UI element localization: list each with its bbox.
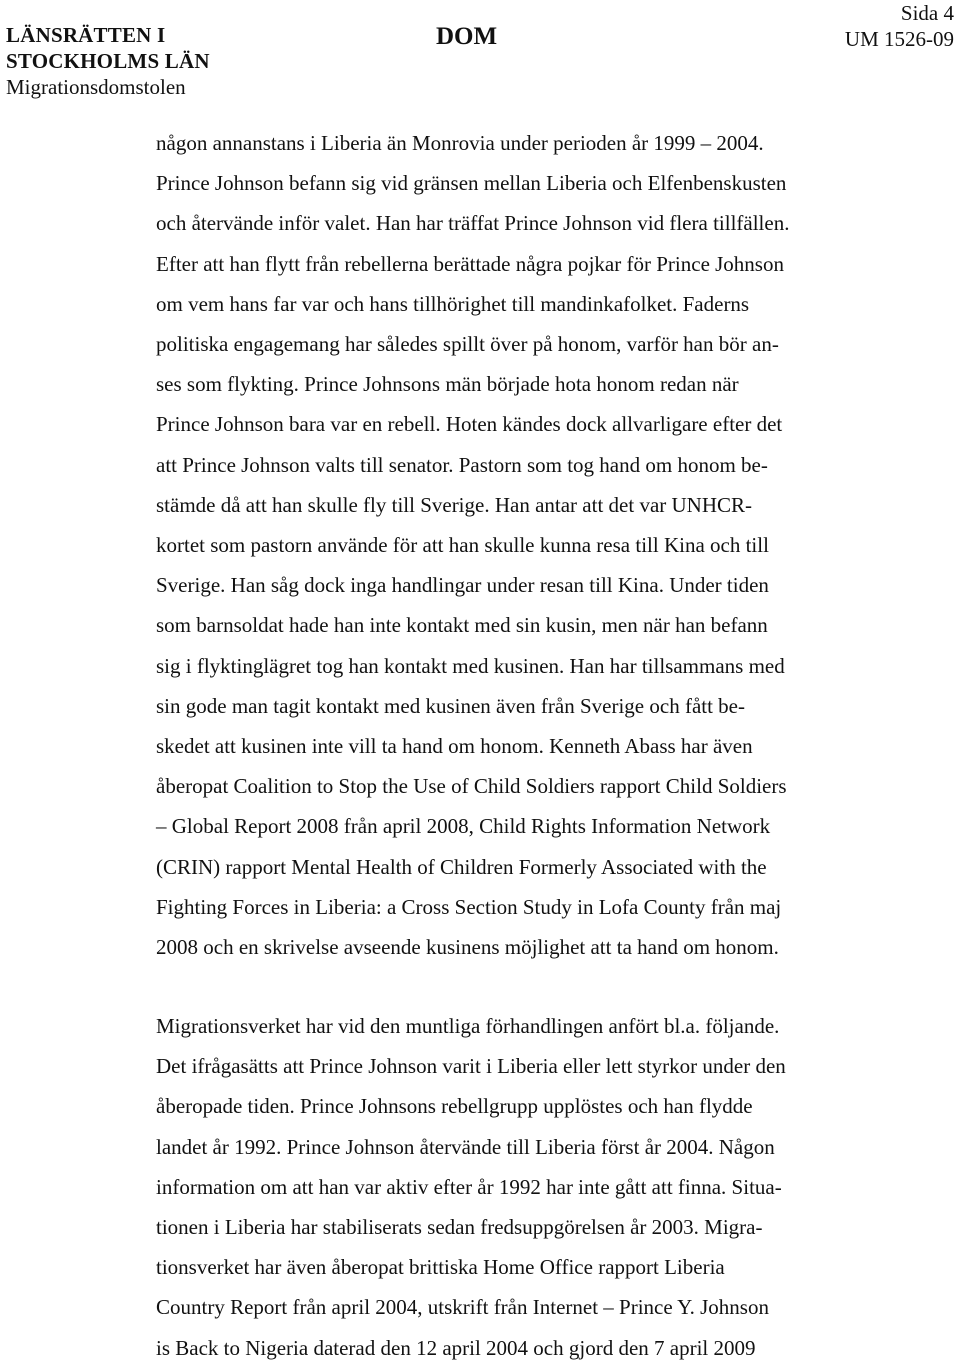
text-line: tionsverket har även åberopat brittiska Home Office rapport Liberia — [156, 1255, 725, 1280]
text-line: (CRIN) rapport Mental Health of Children Formerly Associated with the — [156, 854, 767, 879]
paragraph-migration-agency-statement — [156, 1006, 856, 1368]
text-line: kortet som pastorn använde för att han skulle kunna resa till Kina och till — [156, 533, 769, 558]
page-number: Sida 4 — [900, 1, 954, 25]
text-line: Fighting Forces in Liberia: a Cross Section Study in Lofa County från maj — [156, 894, 782, 919]
text-line: åberopat Coalition to Stop the Use of Child Soldiers rapport Child Soldiers — [156, 774, 787, 799]
text-line: is Back to Nigeria daterad den 12 april 2004 och gjord den 7 april 2009 — [156, 1335, 756, 1360]
text-line: sin gode man tagit kontakt med kusinen även från Sverige och fått be- — [156, 693, 745, 718]
text-line: åberopade tiden. Prince Johnsons rebellgrupp upplöstes och han flydde — [156, 1094, 753, 1119]
page-meta — [845, 0, 954, 52]
document-type: DOM — [436, 23, 498, 50]
court-name-line-1: LÄNSRÄTTEN I — [6, 23, 166, 47]
text-line: landet år 1992. Prince Johnson återvände till Liberia först år 2004. Någon — [156, 1134, 775, 1159]
text-line: 2008 och en skrivelse avseende kusinens möjlighet att ta hand om honom. — [156, 935, 779, 960]
text-line: politiska engagemang har således spillt över på honom, varför han bör an- — [156, 332, 779, 357]
text-line: om vem hans far var och hans tillhörighet till mandinkafolket. Faderns — [156, 291, 750, 316]
text-line: Migrationsverket har vid den muntliga förhandlingen anfört bl.a. följande. — [156, 1014, 780, 1038]
court-header — [6, 22, 210, 100]
case-number: UM 1526-09 — [844, 27, 954, 51]
text-line: information om att han var aktiv efter år 1992 har inte gått att finna. Situa- — [156, 1174, 782, 1199]
text-line: Sverige. Han såg dock inga handlingar under resan till Kina. Under tiden — [156, 573, 769, 598]
text-line: Efter att han flytt från rebellerna berättade några pojkar för Prince Johnson — [156, 251, 784, 276]
text-line: och återvände inför valet. Han har träffat Prince Johnson vid flera tillfällen. — [156, 211, 790, 236]
text-line: tionen i Liberia har stabiliserats sedan fredsuppgörelsen år 2003. Migra- — [156, 1215, 763, 1240]
text-line: Prince Johnson bara var en rebell. Hoten kändes dock allvarligare efter det — [156, 412, 783, 437]
text-line: ses som flykting. Prince Johnsons män började hota honom redan när — [156, 372, 739, 397]
text-line: Det ifrågasätts att Prince Johnson varit i Liberia eller lett styrkor under den — [156, 1054, 786, 1079]
text-line: att Prince Johnson valts till senator. Pastorn som tog hand om honom be- — [156, 452, 768, 477]
court-division: Migrationsdomstolen — [6, 75, 186, 99]
text-line: sig i flyktinglägret tog han kontakt med kusinen. Han har tillsammans med — [156, 653, 785, 678]
court-name-line-2: STOCKHOLMS LÄN — [6, 49, 210, 73]
text-line: stämde då att han skulle fly till Sverige. Han antar att det var UNHCR- — [156, 492, 753, 517]
text-line: som barnsoldat hade han inte kontakt med sin kusin, men när han befann — [156, 613, 768, 638]
text-line: skedet att kusinen inte vill ta hand om honom. Kenneth Abass har även — [156, 734, 753, 759]
text-line: – Global Report 2008 från april 2008, Child Rights Information Network — [156, 814, 771, 839]
text-line: Prince Johnson befann sig vid gränsen mellan Liberia och Elfenbenskusten — [156, 171, 787, 196]
text-line: Country Report från april 2004, utskrift från Internet – Prince Y. Johnson — [156, 1295, 769, 1320]
text-line: någon annanstans i Liberia än Monrovia under perioden år 1999 – 2004. — [156, 131, 764, 155]
paragraph-claimant-statement — [156, 123, 856, 967]
